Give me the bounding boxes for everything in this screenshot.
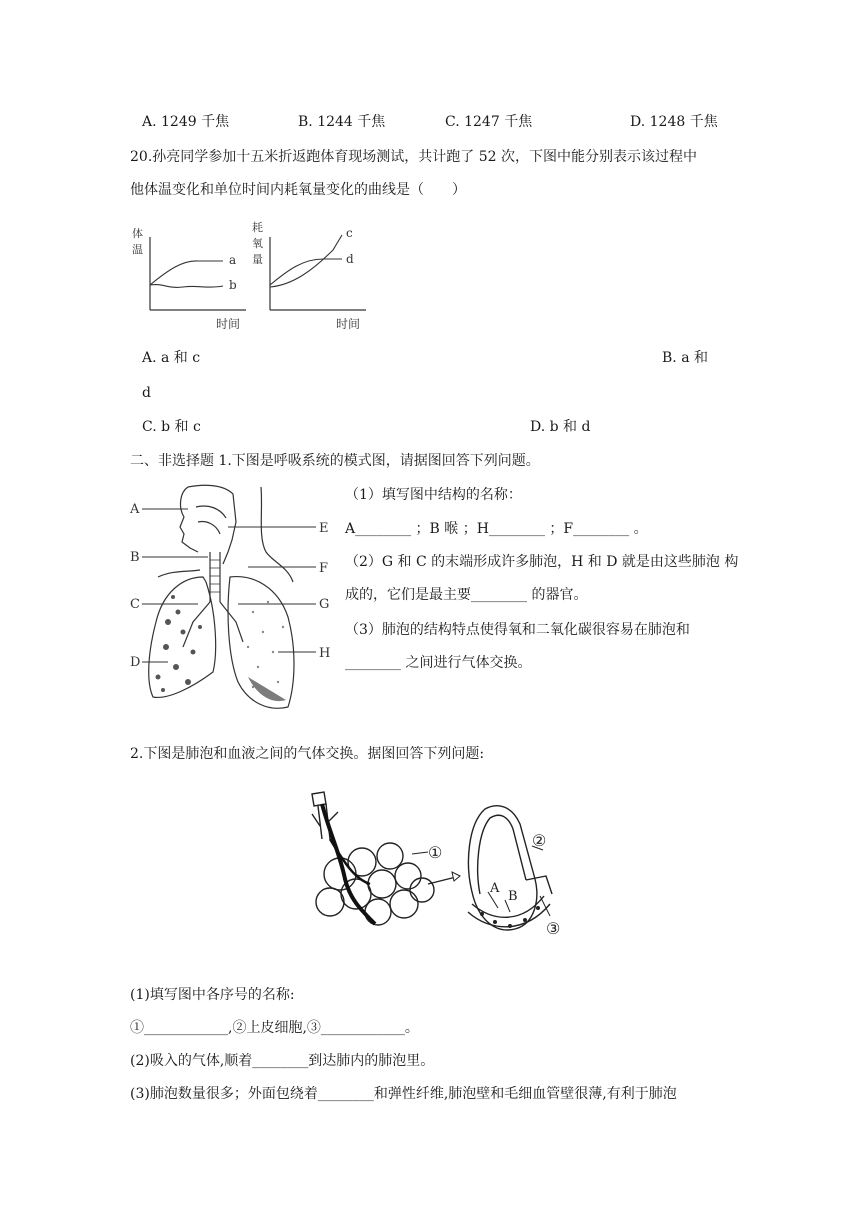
label-f: F (319, 561, 329, 576)
y-label-oxygen-3: 量 (252, 253, 263, 266)
q20-option-b-wrap: d (142, 385, 151, 401)
q19-option-a: A. 1249 千焦 (142, 114, 230, 130)
label-alveoli-b: B (508, 889, 518, 904)
y-label-oxygen-2: 氧 (252, 237, 263, 250)
alveoli-gas-exchange-figure (300, 784, 580, 944)
curve-label-c: c (346, 226, 353, 240)
x-label-time-2: 时间 (336, 317, 361, 331)
curve-label-d: d (346, 252, 354, 266)
curve-label-a: a (229, 253, 237, 267)
oxygen-consumption-graph (270, 235, 366, 310)
s2-q1-line4: 成的，它们是最主要________ 的器官。 (345, 587, 588, 603)
section2-heading: 二、非选择题 1.下图是呼吸系统的模式图，请据图回答下列问题。 (130, 453, 540, 469)
label-d: D (130, 655, 141, 670)
label-e: E (319, 521, 329, 536)
body-temperature-graph (150, 237, 246, 310)
q2-sub2: ①____________,②上皮细胞,③____________。 (130, 1020, 419, 1036)
y-label-body-temp-2: 温 (132, 243, 143, 256)
s2-q1-line6: ________ 之间进行气体交换。 (345, 655, 532, 671)
label-b: B (130, 550, 140, 565)
q2-sub3: (2)吸入的气体,顺着________到达肺内的肺泡里。 (130, 1053, 435, 1069)
y-label-body-temp-1: 体 (132, 227, 143, 240)
q20-option-a: A. a 和 c (142, 350, 201, 366)
label-h: H (319, 646, 331, 661)
label-c: C (130, 597, 140, 612)
label-circle-3: ③ (546, 919, 561, 938)
q2-sub1: (1)填写图中各序号的名称: (130, 987, 295, 1003)
respiratory-system-figure (128, 482, 338, 712)
y-label-oxygen-1: 耗 (252, 221, 263, 234)
s2-q1-line5: （3）肺泡的结构特点使得氧和二氧化碳很容易在肺泡和 (345, 622, 690, 638)
q20-option-d: D. b 和 d (530, 419, 591, 435)
label-g: G (319, 597, 330, 612)
q20-stem-line2: 他体温变化和单位时间内耗氧量变化的曲线是（ ） (130, 182, 466, 198)
x-label-time-1: 时间 (216, 317, 241, 331)
q19-option-d: D. 1248 千焦 (630, 114, 718, 130)
q2-heading: 2.下图是肺泡和血液之间的气体交换。据图回答下列问题: (130, 746, 485, 762)
curve-label-b: b (229, 278, 237, 292)
q19-option-b: B. 1244 千焦 (298, 114, 386, 130)
label-circle-1: ① (428, 843, 443, 862)
s2-q1-line1: （1）填写图中结构的名称： (345, 487, 522, 503)
q2-sub4: (3)肺泡数量很多；外面包绕着________和弹性纤维,肺泡壁和毛细血管壁很薄,有利于肺泡 (130, 1086, 677, 1102)
q20-graphs-figure (128, 215, 378, 335)
s2-q1-line3: （2）G 和 C 的末端形成许多肺泡，H 和 D 就是由这些肺泡 构 (345, 554, 739, 570)
label-a: A (130, 502, 140, 517)
label-alveoli-a: A (490, 881, 500, 896)
q20-option-c: C. b 和 c (142, 419, 201, 435)
q19-option-c: C. 1247 千焦 (445, 114, 533, 130)
label-circle-2: ② (532, 831, 547, 850)
q20-option-b: B. a 和 (662, 350, 708, 366)
q20-stem-line1: 20.孙亮同学参加十五米折返跑体育现场测试，共计跑了 52 次，下图中能分别表示该过程中 (130, 149, 697, 165)
s2-q1-line2: A________ ；B 喉 ；H________ ；F________ 。 (345, 521, 648, 537)
